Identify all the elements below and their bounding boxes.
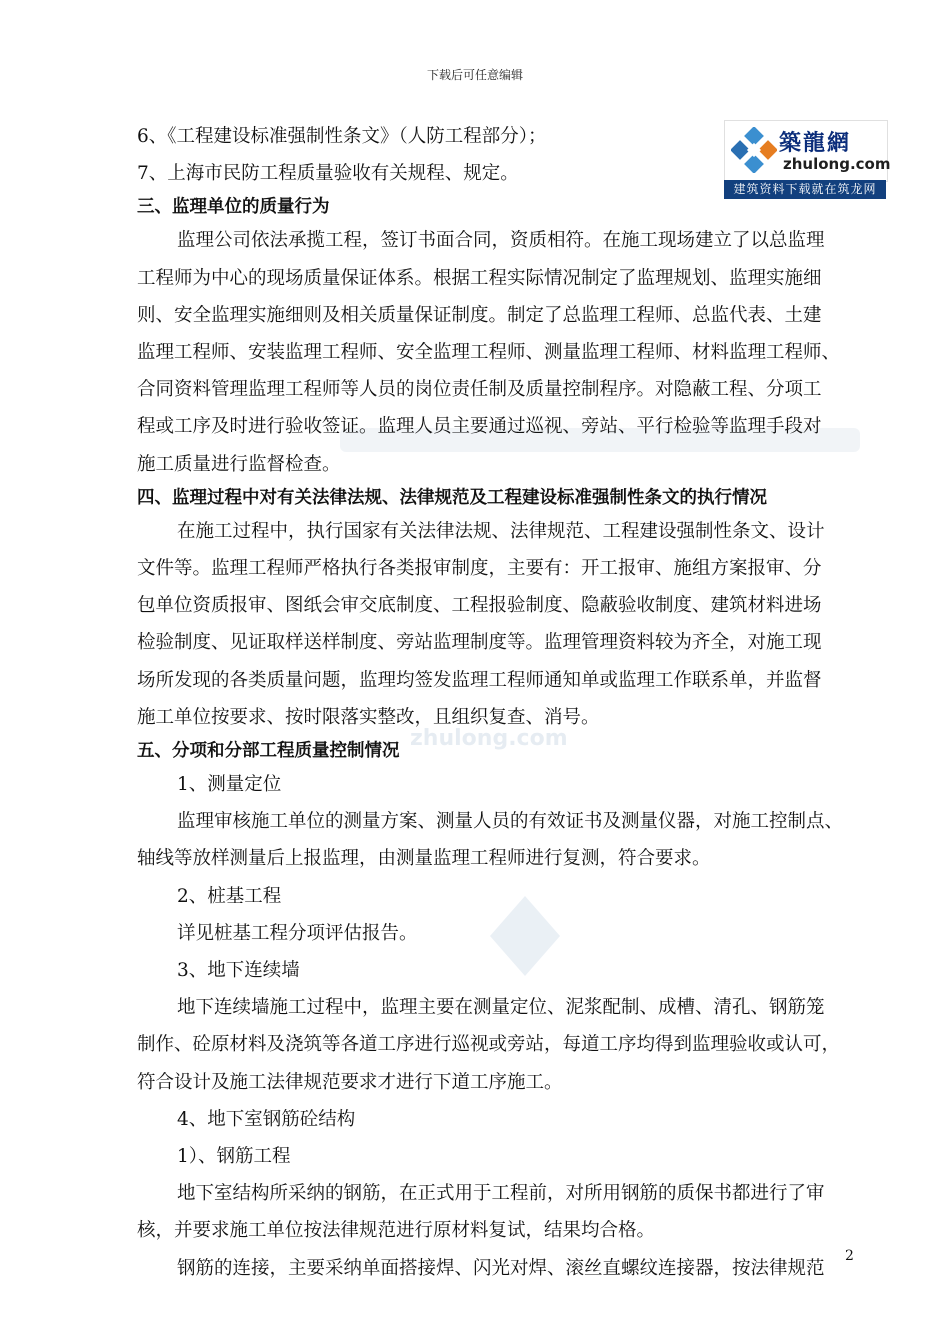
text-line: 程或工序及时进行验收签证。监理人员主要通过巡视、旁站、平行检验等监理手段对 <box>137 416 822 438</box>
text-line: 则、安全监理实施细则及相关质量保证制度。制定了总监理工程师、总监代表、土建 <box>137 304 822 326</box>
text-line: 合同资料管理监理工程师等人员的岗位责任制及质量控制程序。对隐蔽工程、分项工 <box>137 379 822 401</box>
text-line: 监理工程师、安装监理工程师、安全监理工程师、测量监理工程师、材料监理工程师、 <box>137 342 841 364</box>
logo-slogan: 建筑资料下载就在筑龙网 <box>724 180 886 199</box>
text-line: 场所发现的各类质量问题，监理均签发监理工程师通知单或监理工作联系单，并监督 <box>137 669 822 691</box>
text-line: 7、上海市民防工程质量验收有关规程、规定。 <box>137 163 519 185</box>
text-line: 1）、钢筋工程 <box>177 1146 291 1168</box>
text-line: 核，并要求施工单位按法律规范进行原材料复试，结果均合格。 <box>137 1220 656 1242</box>
text-line: 轴线等放样测量后上报监理，由测量监理工程师进行复测，符合要求。 <box>137 848 711 870</box>
text-line: 施工质量进行监督检查。 <box>137 453 341 475</box>
text-line: 在施工过程中，执行国家有关法律法规、法律规范、工程建设强制性条文、设计 <box>177 520 825 542</box>
text-line: 钢筋的连接，主要采纳单面搭接焊、闪光对焊、滚丝直螺纹连接器，按法律规范 <box>177 1257 825 1279</box>
text-line: 工程师为中心的现场质量保证体系。根据工程实际情况制定了监理规划、监理实施细 <box>137 267 822 289</box>
document-body <box>137 118 867 1287</box>
text-line: 4、地下室钢筋砼结构 <box>177 1108 356 1130</box>
text-line: 施工单位按要求、按时限落实整改，且组织复查、消号。 <box>137 706 600 728</box>
text-line: 文件等。监理工程师严格执行各类报审制度，主要有：开工报审、施组方案报审、分 <box>137 558 822 580</box>
text-line: 1、测量定位 <box>177 774 282 796</box>
section-heading: 三、监理单位的质量行为 <box>137 197 330 218</box>
header-note: 下载后可任意编辑 <box>426 68 523 82</box>
logo-domain: zhulong.com <box>783 155 891 173</box>
text-line: 监理审核施工单位的测量方案、测量人员的有效证书及测量仪器，对施工控制点、 <box>177 811 844 833</box>
text-line: 符合设计及施工法律规范要求才进行下道工序施工。 <box>137 1071 563 1093</box>
text-line: 包单位资质报审、图纸会审交底制度、工程报验制度、隐蔽验收制度、建筑材料进场 <box>137 595 822 617</box>
text-line: 详见桩基工程分项评估报告。 <box>177 922 418 944</box>
text-line: 6、《工程建设标准强制性条文》（人防工程部分）； <box>137 126 547 147</box>
text-line: 2、桩基工程 <box>177 885 282 907</box>
text-line: 3、地下连续墙 <box>177 960 300 982</box>
text-line: 监理公司依法承揽工程，签订书面合同，资质相符。在施工现场建立了以总监理 <box>177 230 825 252</box>
page-number: 2 <box>845 1248 854 1264</box>
logo-chinese-name: 築龍網 <box>779 131 852 156</box>
text-line: 检验制度、见证取样送样制度、旁站监理制度等。监理管理资料较为齐全，对施工现 <box>137 632 822 654</box>
text-line: 地下连续墙施工过程中，监理主要在测量定位、泥浆配制、成槽、清孔、钢筋笼 <box>177 997 825 1019</box>
text-line: 制作、砼原材料及浇筑等各道工序进行巡视或旁站，每道工序均得到监理验收或认可， <box>137 1034 841 1056</box>
section-heading: 五、分项和分部工程质量控制情况 <box>137 741 400 762</box>
text-line: 地下室结构所采纳的钢筋，在正式用于工程前，对所用钢筋的质保书都进行了审 <box>177 1183 825 1205</box>
section-heading: 四、监理过程中对有关法律法规、法律规范及工程建设标准强制性条文的执行情况 <box>137 487 767 508</box>
watermark-text: zhulong.com <box>410 726 568 751</box>
